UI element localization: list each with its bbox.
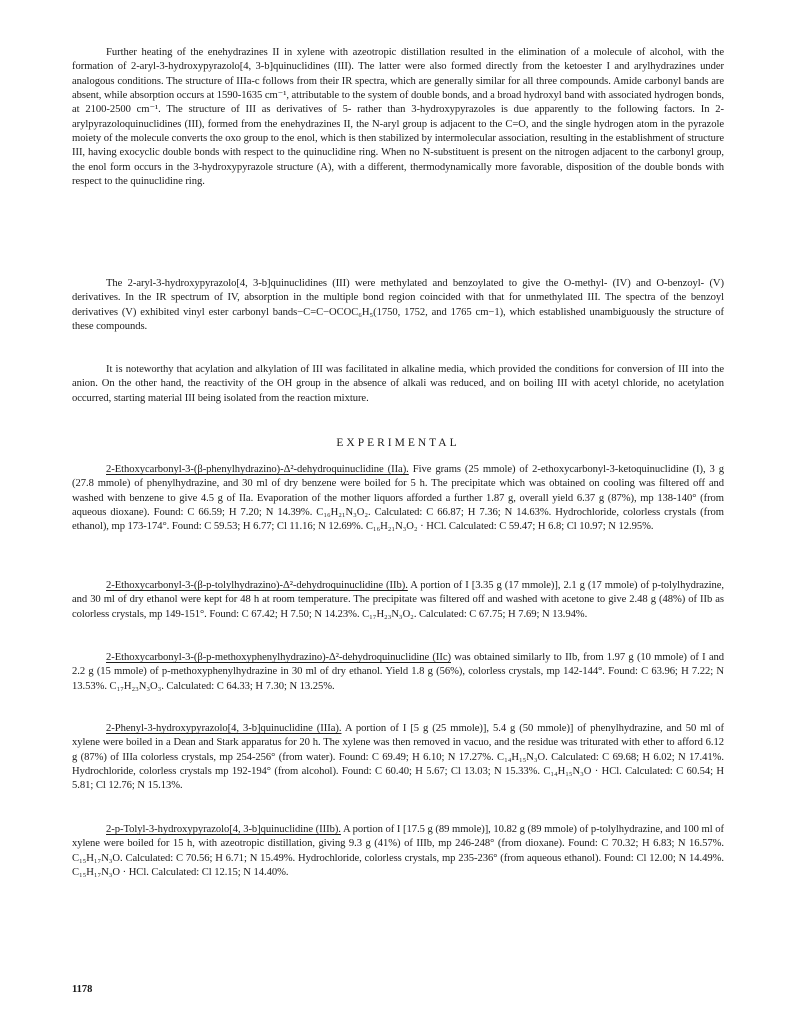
procedure-text: A portion of I [5 g (25 mmole)], 5.4 g (50 mmole)] of phenylhydrazine, and 50 ml of xylene were boiled in a Dean and Stark apparatus for 20 h. The xylene was then removed in vacuo, and the residue was triturated with ether to afford 6.12 g (87%) of IIIa colorless crystals, mp 254-256° (from water). Found: C 69.49; H 6.10; N 17.27%. C₁₄H₁₅N₃O. Calculated: C 69.68; H 6.02; N 17.41%. Hydrochloride, colorless crystals mp 192-194° (from alcohol). Found: C 60.40; H 5.67; Cl 13.03; N 15.33%. C₁₄H₁₅N₃O · HCl. Calculated: C 60.54; H 5.81; Cl 12.76; N 15.13%. (72, 723, 724, 792)
compound-title: 2-Phenyl-3-hydroxypyrazolo[4, 3-b]quinuclidine (IIIa). (106, 723, 342, 734)
experimental-entry-iiib (72, 823, 724, 880)
compound-title: 2-Ethoxycarbonyl-3-(β-p-tolylhydrazino)-Δ²-dehydroquinuclidine (IIb). (106, 580, 408, 591)
intro-paragraph-2: The 2-aryl-3-hydroxypyrazolo[4, 3-b]quinuclidines (III) were methylated and benzoylated to give the O-methyl- (IV) and O-benzoyl- (V) derivatives. In the IR spectrum of IV, absorption in the multiple bond region coincided with that for unmethylated III. The spectra of the benzoyl derivatives (V) exhibited vinyl ester carbonyl bands−C=C−OCOC₆H₅(1750, 1752, and 1765 cm−1), which established unambiguously the structure of these compounds. (72, 278, 724, 333)
experimental-entry-iia (72, 463, 724, 535)
intro-paragraph-3: It is noteworthy that acylation and alkylation of III was facilitated in alkaline media, which provided the conditions for conversion of III into the anion. On the other hand, the reactivity of the OH group in the absence of alkali was reduced, and on boiling III with acetyl chloride, no acetylation occurred, starting material III being isolated from the reaction mixture. (72, 364, 724, 404)
compound-title: 2-Ethoxycarbonyl-3-(β-phenylhydrazino)-Δ²-dehydroquinuclidine (IIa). (106, 464, 409, 475)
compound-title: 2-p-Tolyl-3-hydroxypyrazolo[4, 3-b]quinuclidine (IIIb). (106, 824, 341, 835)
procedure-text: Five grams (25 mmole) of 2-ethoxycarbonyl-3-ketoquinuclidine (I), 3 g (27.8 mmole) of phenylhydrazine, and 30 ml of dry benzene were boiled for 5 h. The precipitate which was obtained on cooling was filtered off and washed with benzene to give 4.5 g of IIa. Evaporation of the mother liquors afforded a further 1.87 g, overall yield 6.37 g (87%), mp 138-140° (from aqueous dioxane). Found: C 66.59; H 7.20; N 14.39%. C₁₆H₂₁N₃O₂. Calculated: C 66.87; H 7.36; N 14.63%. Hydrochloride, colorless crystals (from ethanol), mp 173-174°. Found: C 59.53; H 6.77; Cl 11.16; N 12.69%. C₁₆H₂₁N₃O₂ · HCl. Calculated: C 59.47; H 6.8; Cl 10.97; N 12.95%. (72, 464, 724, 533)
experimental-entry-iiia (72, 722, 724, 794)
compound-title: 2-Ethoxycarbonyl-3-(β-p-methoxyphenylhydrazino)-Δ²-dehydroquinuclidine (IIc) (106, 652, 451, 663)
intro-paragraph-1: Further heating of the enehydrazines II in xylene with azeotropic distillation resulted in the elimination of a molecule of alcohol, with the formation of 2-aryl-3-hydroxypyrazolo[4, 3-b]quinuclidines (III). The latter were also formed directly from the ketoester I and arylhydrazines under analogous conditions. The structure of IIIa-c follows from their IR spectra, which are generally similar for all three compounds. Amide carbonyl bands are absent, while absorption occurs at 1590-1635 cm⁻¹, attributable to the system of double bonds, and a broad hydroxyl band with associated hydrogen bonds, at 2100-2500 cm⁻¹. The structure of III as derivatives of 5- rather than 3-hydroxypyrazoles is due apparently to the following factors. In 2-arylpyrazoloquinuclidines (III), formed from the enehydrazines II, the N-aryl group is adjacent to the C=O, and the single hydrogen atom in the pyrazole moiety of the molecule converts the oxo group to the enol, which is then stabilized by intermolecular association, resulting in the establishment of structure III, having exocyclic double bonds with respect to the quinuclidine ring. When no N-substituent is present on the nitrogen adjacent to the carbonyl group, the enol form occurs in the 3-hydroxypyrazole structure (A), with a different, thermodynamically more favorable, disposition of the double bonds with respect to the quinuclidine ring. (72, 47, 724, 188)
procedure-text: was obtained similarly to IIb, from 1.97 g (10 mmole) of I and 2.2 g (15 mmole) of p-methoxyphenylhydrazine in 30 ml of dry ethanol. Yield 1.8 g (56%), colorless crystals, mp 142-144°. Found: C 63.96; H 7.22; N 13.53%. C₁₇H₂₃N₃O₃. Calculated: C 64.33; H 7.30; N 13.25%. (72, 652, 724, 692)
page-number: 1178 (72, 984, 93, 995)
procedure-text: A portion of I [17.5 g (89 mmole)], 10.82 g (89 mmole) of p-tolylhydrazine, and 100 ml of xylene were boiled for 15 h, with azeotropic distillation, giving 9.3 g (41%) of IIIb, mp 246-248° (from dioxane). Found: C 70.32; H 6.83; N 16.57%. C₁₅H₁₇N₃O. Calculated: C 70.56; H 6.71; N 15.49%. Hydrochloride, colorless crystals, mp 235-236° (from aqueous ethanol). Found: Cl 12.00; N 14.49%. C₁₅H₁₇N₃O · HCl. Calculated: Cl 12.15; N 14.40%. (72, 824, 724, 879)
procedure-text: A portion of I [3.35 g (17 mmole)], 2.1 g (17 mmole) of p-tolylhydrazine, and 30 ml of dry ethanol were kept for 48 h at room temperature. The precipitate was filtered off and washed with acetone to give 2.48 g (48%) of IIb as colorless crystals, mp 149-151°. Found: C 67.42; H 7.50; N 14.23%. C₁₇H₂₃N₃O₂. Calculated: C 67.75; H 7.69; N 13.94%. (72, 580, 724, 620)
section-heading-experimental: EXPERIMENTAL (336, 437, 460, 449)
experimental-entry-iib (72, 579, 724, 622)
experimental-entry-iic (72, 651, 724, 694)
